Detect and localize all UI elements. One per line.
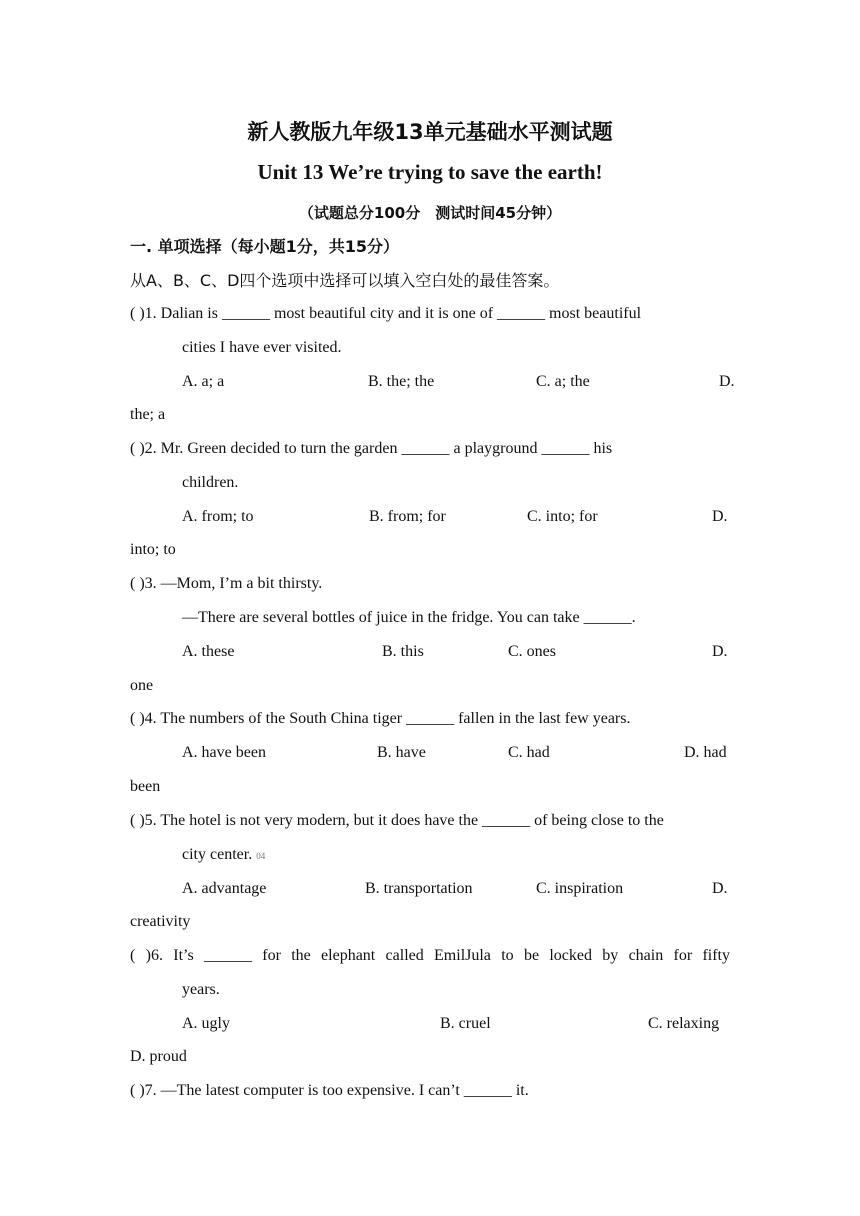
question-6-option-d: D. proud (130, 1048, 187, 1065)
question-3-stem-cont: —There are several bottles of juice in the fridge. You can take ______. (182, 609, 636, 626)
question-1-option-a: A. a; a (182, 373, 225, 390)
question-3-stem: ( )3. —Mom, I’m a bit thirsty. (130, 575, 323, 592)
question-2-option-a: A. from; to (182, 508, 254, 525)
question-5-option-d: D. (712, 880, 728, 897)
question-1-stem-cont: cities I have ever visited. (182, 339, 342, 356)
question-1-option-b: B. the; the (368, 373, 435, 390)
question-4-option-a: A. have been (182, 744, 266, 761)
question-5-option-d-text: creativity (130, 913, 191, 930)
question-3-option-a: A. these (182, 643, 235, 660)
page-title-cn: 新人教版九年级13单元基础水平测试题 (247, 120, 613, 144)
question-3-option-d-text: one (130, 677, 154, 694)
question-7-stem: ( )7. —The latest computer is too expensive. I can’t ______ it. (130, 1082, 529, 1099)
stray-mark: 04 (256, 851, 266, 861)
question-4-stem: ( )4. The numbers of the South China tiger ______ fallen in the last few years. (130, 710, 631, 727)
question-4-option-b: B. have (377, 744, 426, 761)
question-4-option-c: C. had (508, 744, 550, 761)
question-2-option-b: B. from; for (369, 508, 446, 525)
question-5-option-a: A. advantage (182, 880, 267, 897)
question-1-option-c: C. a; the (536, 373, 590, 390)
question-1-option-d-text: the; a (130, 406, 166, 423)
question-6-option-c: C. relaxing (648, 1015, 720, 1032)
question-5-stem: ( )5. The hotel is not very modern, but it does have the ______ of being close to the (130, 812, 664, 829)
question-2-stem-cont: children. (182, 474, 239, 491)
question-6-option-a: A. ugly (182, 1015, 230, 1032)
question-1-option-d: D. (719, 373, 735, 390)
question-3-option-c: C. ones (508, 643, 556, 660)
question-6-stem-cont: years. (182, 981, 220, 998)
question-2-option-d: D. (712, 508, 728, 525)
question-5-option-c: C. inspiration (536, 880, 624, 897)
question-5-stem-cont (182, 845, 265, 866)
question-3-option-b: B. this (382, 643, 424, 660)
question-6-option-b: B. cruel (440, 1015, 491, 1032)
question-1-stem: ( )1. Dalian is ______ most beautiful city and it is one of ______ most beautiful (130, 305, 642, 322)
question-4-option-d: D. had (684, 744, 727, 761)
question-4-option-d-text: been (130, 778, 161, 795)
question-2-stem: ( )2. Mr. Green decided to turn the garden ______ a playground ______ his (130, 440, 613, 457)
test-meta: （试题总分100分 测试时间45分钟） (298, 204, 562, 222)
section-instruction: 从A、B、C、D四个选项中选择可以填入空白处的最佳答案。 (130, 271, 560, 290)
question-2-option-c: C. into; for (527, 508, 598, 525)
section-heading: 一. 单项选择（每小题1分，共15分） (130, 237, 400, 256)
question-2-option-d-text: into; to (130, 541, 176, 558)
question-3-option-d: D. (712, 643, 728, 660)
question-5-option-b: B. transportation (365, 880, 473, 897)
question-5-stem-cont-text: city center. (182, 846, 253, 863)
question-6-stem: ( )6. It’s ______ for the elephant called EmilJula to be locked by chain for fifty (130, 947, 730, 964)
page-title-en: Unit 13 We’re trying to save the earth! (257, 160, 603, 184)
